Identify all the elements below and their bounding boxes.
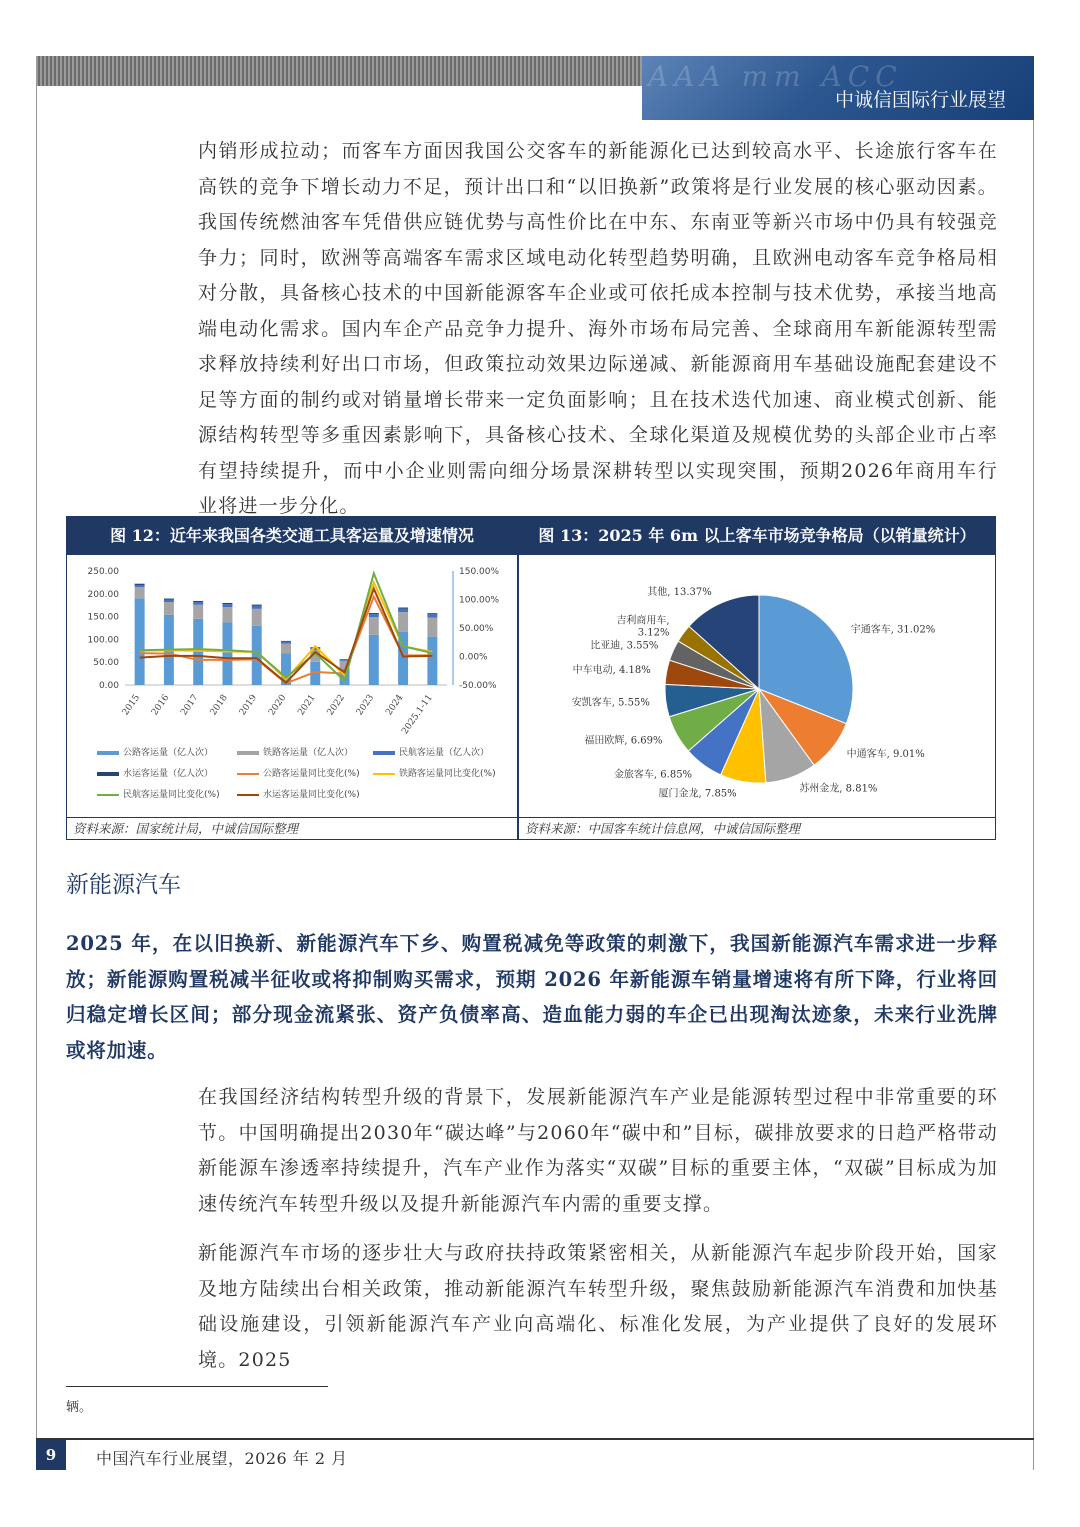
bar	[193, 601, 203, 602]
legend-item	[97, 745, 237, 758]
legend-label: 公路客运量同比变化(%)	[263, 769, 360, 779]
bar	[252, 609, 262, 626]
bar	[369, 635, 379, 685]
legend-label: 民航客运量（亿人次）	[399, 748, 490, 758]
x-tick-label: 2022	[325, 692, 348, 718]
legend-label: 铁路客运量同比变化(%)	[399, 769, 496, 779]
legend-item	[373, 745, 513, 758]
legend-item	[237, 766, 373, 779]
left-tick-label: 100.00	[87, 635, 119, 646]
figure-13-chart	[519, 557, 995, 817]
x-tick-label: 2020	[267, 692, 289, 718]
footnote-rule	[66, 1386, 328, 1387]
bar	[193, 602, 203, 605]
header-banner	[642, 56, 1034, 120]
right-tick-label: 0.00%	[459, 652, 488, 663]
bar	[427, 613, 437, 614]
bar	[135, 584, 145, 585]
bar	[427, 614, 437, 617]
pie-label: 安凯客车, 5.55%	[571, 697, 650, 709]
x-tick-label: 2019	[237, 692, 260, 718]
footer-text: 中国汽车行业展望，2026 年 2 月	[96, 1449, 348, 1468]
right-frame-line	[1033, 120, 1034, 1470]
right-tick-label: 150.00%	[459, 567, 500, 577]
figure-13-title: 图 13：2025 年 6m 以上客车市场竞争格局（以销量统计）	[519, 517, 995, 555]
x-tick-label: 2024	[384, 692, 406, 718]
bar	[427, 637, 437, 685]
legend-item	[373, 766, 513, 779]
pie-label: 吉利商用车,	[616, 615, 670, 627]
left-tick-label: 50.00	[93, 658, 119, 669]
bar	[427, 618, 437, 637]
bar	[281, 641, 291, 642]
bar	[222, 607, 232, 623]
figure-12-source: 资料来源：国家统计局，中诚信国际整理	[67, 817, 517, 840]
left-tick-label: 200.00	[87, 589, 119, 600]
x-tick-label: 2015	[120, 692, 143, 718]
legend-label: 水运客运量（亿人次）	[123, 769, 214, 779]
pie-label: 中通客车, 9.01%	[846, 749, 925, 761]
bar	[222, 603, 232, 604]
body-paragraph-3: 新能源汽车市场的逐步壮大与政府扶持政策紧密相关，从新能源汽车起步阶段开始，国家及地方陆续出台相关政策，推动新能源汽车转型升级，聚焦鼓励新能源汽车消费和加快基础设施建设，引领新能源汽车产业向高端化、标准化发展，为产业提供了良好的发展环境。2025	[198, 1242, 998, 1371]
page-number: 9	[36, 1440, 66, 1470]
x-tick-label: 2023	[354, 692, 377, 718]
figure-panel	[66, 516, 996, 840]
bar	[398, 609, 408, 612]
footnote: 辆。	[66, 1400, 93, 1415]
bar	[252, 605, 262, 606]
right-tick-label: 100.00%	[459, 595, 500, 606]
bar	[398, 608, 408, 609]
left-tick-label: 250.00	[87, 567, 119, 577]
x-tick-label: 2016	[150, 692, 172, 718]
bar	[164, 600, 174, 602]
body-paragraph-2: 在我国经济结构转型升级的背景下，发展新能源汽车产业是能源转型过程中非常重要的环节。中国明确提出2030年“碳达峰”与2060年“碳中和”目标，碳排放要求的日趋严格带动新能源车渗透率持续提升，汽车产业作为落实“双碳”目标的重要主体，“双碳”目标成为加速传统汽车转型升级以及提升新能源汽车内需的重要支撑。	[198, 1086, 998, 1215]
footer-rule	[36, 1438, 1034, 1440]
bar	[135, 598, 145, 685]
bar	[281, 644, 291, 654]
right-tick-label: 50.00%	[459, 624, 494, 634]
x-tick-label: 2017	[179, 692, 201, 718]
legend-item	[237, 745, 373, 758]
bar	[398, 612, 408, 632]
body-paragraph-1: 内销形成拉动；而客车方面因我国公交客车的新能源化已达到较高水平、长途旅行客车在高铁的竞争下增长动力不足，预计出口和“以旧换新”政策将是行业发展的核心驱动因素。我国传统燃油客车凭借供应链优势与高性价比在中东、东南亚等新兴市场中仍具有较强竞争力；同时，欧洲等高端客车需求区域电动化转型趋势明确，且欧洲电动客车竞争格局相对分散，具备核心技术的中国新能源客车企业或可依托成本控制与技术优势，承接当地高端电动化需求。国内车企产品竞争力提升、海外市场布局完善、全球商用车新能源转型需求释放持续利好出口市场，但政策拉动效果边际递减、新能源商用车基础设施配套建设不足等方面的制约或对销量增长带来一定负面影响；且在技术迭代加速、商业模式创新、能源结构转型等多重因素影响下，具备核心技术、全球化渠道及规模优势的头部企业市占率有望持续提升，而中小企业则需向细分场景深耕转型以实现突围，预期2026年商用车行业将进一步分化。	[198, 140, 998, 517]
legend-item	[237, 787, 373, 800]
bar	[222, 604, 232, 607]
bar	[369, 614, 379, 617]
pie-label: 苏州金龙, 8.81%	[799, 783, 878, 795]
section-summary: 2025 年，在以旧换新、新能源汽车下乡、购置税减免等政策的刺激下，我国新能源汽车需求进一步释放；新能源购置税减半征收或将抑制购买需求，预期 2026 年新能源车销量增速将有所下降，行业将回归稳定增长区间；部分现金流紧张、资产负债率高、造血能力弱的车企已出现淘汰迹象，未来行业洗牌或将加速。	[66, 932, 998, 1062]
x-tick-label: 2021	[296, 692, 318, 718]
bar	[222, 623, 232, 685]
figure-13-source: 资料来源：中国客车统计信息网，中诚信国际整理	[519, 817, 995, 840]
pie-label: 金旅客车, 6.85%	[613, 769, 693, 781]
bar	[281, 642, 291, 644]
legend-label: 铁路客运量（亿人次）	[263, 748, 354, 758]
bar	[135, 587, 145, 598]
pie-label: 比亚迪, 3.55%	[590, 640, 659, 652]
figure-12-legend	[97, 745, 517, 800]
pie-label: 其他, 13.37%	[647, 587, 712, 599]
bar	[193, 605, 203, 619]
x-tick-label: 2025.1-11	[400, 692, 435, 737]
bar	[135, 585, 145, 587]
pie-label: 中车电动, 4.18%	[572, 664, 651, 676]
legend-item	[97, 787, 237, 800]
legend-item	[97, 766, 237, 779]
pie-label: 厦门金龙, 7.85%	[658, 788, 737, 800]
bar	[369, 617, 379, 635]
legend-label: 水运客运量同比变化(%)	[263, 790, 360, 800]
figure-12-title: 图 12：近年来我国各类交通工具客运量及增速情况	[67, 517, 517, 555]
bar	[193, 619, 203, 685]
legend-label: 民航客运量同比变化(%)	[123, 790, 220, 800]
banner-decoration: AAA mm ACC	[648, 60, 903, 93]
header-stripe	[36, 56, 642, 86]
bar	[164, 599, 174, 600]
pie-label: 宇通客车, 31.02%	[850, 624, 936, 636]
left-tick-label: 0.00	[98, 681, 119, 691]
banner-title: 中诚信国际行业展望	[834, 89, 1006, 111]
right-tick-label: -50.00%	[459, 681, 497, 691]
bar	[369, 613, 379, 614]
section-title: 新能源汽车	[66, 872, 181, 898]
left-tick-label: 150.00	[87, 612, 119, 623]
bar	[164, 602, 174, 615]
pie-label: 3.12%	[637, 627, 670, 639]
left-frame-line	[36, 86, 37, 1470]
bar	[252, 606, 262, 609]
legend-label: 公路客运量（亿人次）	[123, 748, 214, 758]
x-tick-label: 2018	[208, 692, 230, 718]
pie-label: 福田欧辉, 6.69%	[584, 735, 663, 747]
